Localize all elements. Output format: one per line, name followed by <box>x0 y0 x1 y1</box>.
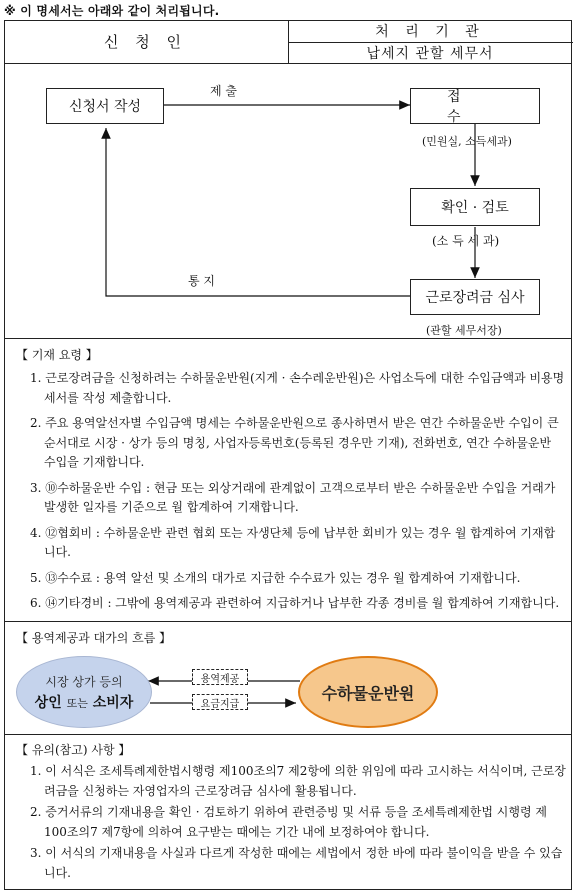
instruction-item: 4. ⑫협회비 : 수하물운반 관련 협회 또는 자생단체 등에 납부한 회비가 있는 경우 월 합계하여 기재합니다. <box>30 525 556 559</box>
service-label: 용역제공 <box>192 669 248 685</box>
instructions-title: 【 기재 요령 】 <box>16 348 98 362</box>
merchant-line1: 시장 상가 등의 <box>45 674 123 689</box>
review-box: 확인 · 검토 <box>410 188 540 226</box>
notify-arrow <box>106 128 410 296</box>
porter-label: 수하물운반원 <box>321 683 415 703</box>
or-label: 또는 <box>66 696 88 710</box>
instruction-item: 2. 주요 용역알선자별 수입금액 명세는 수하물운반원으로 종사하면서 받은 연간 수하물운반 수입이 큰 순서대로 시장 · 상가 등의 명칭, 사업자등록번호(등록된 경우만 기재), 전화번호, 연간 수하물운반 수입을 기재합니다. <box>30 416 559 469</box>
merchant-line2 <box>35 692 134 712</box>
merchant-ellipse <box>16 656 152 728</box>
instruction-item: 1. 근로장려금을 신청하려는 수하물운반원(지게 · 손수레운반원)은 사업소득에 대한 수입금액과 비용명세서를 작성 제출합니다. <box>30 371 565 405</box>
note-item: 3. 이 서식의 기재내용을 사실과 다르게 작성한 때에는 세법에서 정한 바에 따라 불이익을 받을 수 있습니다. <box>30 846 563 880</box>
service-flow-title: 【 용역제공과 대가의 흐름 】 <box>16 631 172 645</box>
receive-sub: (민원실, 소득세과) <box>422 135 512 148</box>
apply-box: 신청서 작성 <box>46 88 164 124</box>
header-processing: 처 리 기 관 <box>375 23 485 40</box>
consumer-label: 소비자 <box>92 694 134 711</box>
note-item: 1. 이 서식은 조세특례제한법시행령 제100조의7 제2항에 의한 위임에 따라 고시하는 서식이며, 근로장려금을 신청하는 자영업자의 근로장려금 심사에 활용됩니다. <box>30 764 566 798</box>
notify-label: 통 지 <box>188 274 215 288</box>
review-sub: (소 득 세 과) <box>432 234 500 248</box>
porter-ellipse <box>298 656 438 728</box>
instruction-item: 5. ⑬수수료 : 용역 알선 및 소개의 대가로 지급한 수수료가 있는 경우 월 합계하여 기재합니다. <box>30 570 521 585</box>
header-office: 납세지 관할 세무서 <box>366 45 494 62</box>
notes-title: 【 유의(참고) 사항 】 <box>16 743 131 757</box>
submit-label: 제 출 <box>210 84 237 98</box>
notes-list <box>30 762 566 883</box>
instructions-list <box>30 369 566 614</box>
header-applicant: 신 청 인 <box>103 33 187 51</box>
payment-label: 요금지급 <box>192 694 248 710</box>
exam-box: 근로장려금 심사 <box>410 279 540 315</box>
instruction-item: 6. ⑭기타경비 : 그밖에 용역제공과 관련하여 지급하거나 납부한 각종 경비를 월 합계하여 기재합니다. <box>30 596 560 610</box>
note-item: 2. 증거서류의 기재내용을 확인 · 검토하기 위하여 관련증빙 및 서류 등을 조세특례제한법 시행령 제100조의7 제7항에 의하여 요구받는 때에는 기간 내에 보정하여야 합니다. <box>30 805 547 839</box>
instruction-item: 3. ⑩수하물운반 수입 : 현금 또는 외상거래에 관계없이 고객으로부터 받은 수하물운반 수입을 거래가 발생한 일자를 기준으로 월 합계하여 기재합니다. <box>30 480 556 514</box>
exam-sub: (관할 세무서장) <box>426 324 502 337</box>
top-note: ※ 이 명세서는 아래와 같이 처리됩니다. <box>4 4 220 18</box>
receive-box: 접 수 <box>410 88 540 124</box>
merchant-label: 상인 <box>34 694 62 711</box>
